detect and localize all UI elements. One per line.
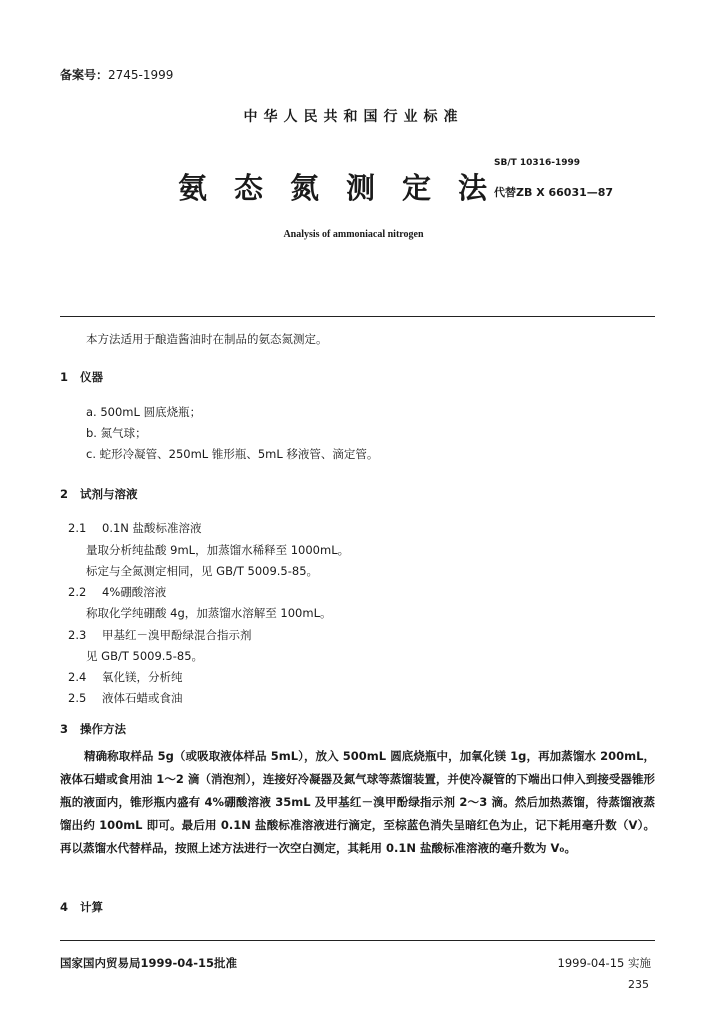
subsection-2-2-heading (68, 584, 166, 600)
subsection-2-3-heading (68, 627, 252, 643)
list-item: b. 氮气球； (86, 426, 147, 440)
footer-divider (60, 940, 655, 941)
subsection-title: 甲基红－溴甲酚绿混合指示剂 (102, 628, 252, 642)
subsection-title: 液体石蜡或食油 (102, 691, 183, 705)
subsection-title: 0.1N 盐酸标准溶液 (102, 521, 202, 535)
section-2-heading (60, 486, 138, 502)
subsection-2-1-heading (68, 520, 202, 536)
section-title: 试剂与溶液 (80, 487, 138, 501)
list-item: c. 蛇形冷凝管、250mL 锥形瓶、5mL 移液管、滴定管。 (86, 447, 379, 461)
section-title: 仪器 (80, 370, 103, 384)
subsection-number: 2.4 (68, 670, 87, 684)
page-number: 235 (628, 978, 649, 991)
subsection-number: 2.3 (68, 628, 87, 642)
section-title: 操作方法 (80, 722, 126, 736)
subsection-line: 量取分析纯盐酸 9mL，加蒸馏水稀释至 1000mL。 (86, 543, 350, 557)
section-number: 3 (60, 722, 69, 736)
procedure-paragraph: 精确称取样品 5g（或吸取液体样品 5mL），放入 500mL 圆底烧瓶中，加氧化镁 1g，再加蒸馏水 200mL，液体石蜡或食用油 1～2 滴（消泡剂），连接好冷凝器及氮气球等蒸馏装置，并使冷凝管的下端出口伸入到接受器锥形瓶的液面内，锥形瓶内盛有 4%硼酸溶液 35mL 及甲基红－溴甲酚绿指示剂 2～3 滴。然后加热蒸馏，待蒸馏液蒸馏出约 100mL 即可。最后用 0.1N 盐酸标准溶液进行滴定，至棕蓝色消失呈暗红色为止，记下耗用毫升数（V）。再以蒸馏水代替样品，按照上述方法进行一次空白测定，其耗用 0.1N 盐酸标准溶液的毫升数为 V₀。 (60, 749, 655, 855)
subsection-title: 氧化镁，分析纯 (102, 670, 183, 684)
section-3-heading (60, 721, 126, 737)
record-label: 备案号： (60, 68, 109, 82)
subsection-2-4-heading (68, 669, 183, 685)
subsection-line: 见 GB/T 5009.5-85。 (86, 649, 204, 663)
intro-text: 本方法适用于酿造酱油时在制品的氨态氮测定。 (86, 332, 328, 346)
header-divider (60, 316, 655, 317)
english-subtitle: Analysis of ammoniacal nitrogen (283, 229, 424, 240)
subsection-number: 2.5 (68, 691, 87, 705)
subsection-number: 2.2 (68, 585, 87, 599)
national-standard-title: 中华人民共和国行业标准 (243, 109, 464, 125)
record-number-line (60, 66, 173, 83)
section-title: 计算 (80, 900, 103, 914)
subsection-line: 称取化学纯硼酸 4g，加蒸馏水溶解至 100mL。 (86, 606, 332, 620)
list-item: a. 500mL 圆底烧瓶； (86, 405, 202, 419)
subsection-line: 标定与全氮测定相同，见 GB/T 5009.5-85。 (86, 564, 319, 578)
section-4-heading (60, 899, 103, 915)
section-1-heading (60, 369, 103, 385)
document-title: 氨态氮测定法 (178, 171, 515, 205)
section-number: 1 (60, 370, 69, 384)
section-number: 2 (60, 487, 69, 501)
standard-code: SB/T 10316-1999 (494, 158, 580, 168)
approval-info: 国家国内贸易局1999-04-15批准 (60, 956, 238, 970)
subsection-title: 4%硼酸溶液 (102, 585, 167, 599)
subsection-number: 2.1 (68, 521, 87, 535)
implementation-date: 1999-04-15 实施 (557, 956, 651, 970)
replaces-standard: 代替ZB X 66031—87 (494, 186, 614, 199)
record-number: 2745-1999 (108, 68, 174, 82)
section-number: 4 (60, 900, 69, 914)
subsection-2-5-heading (68, 690, 183, 706)
